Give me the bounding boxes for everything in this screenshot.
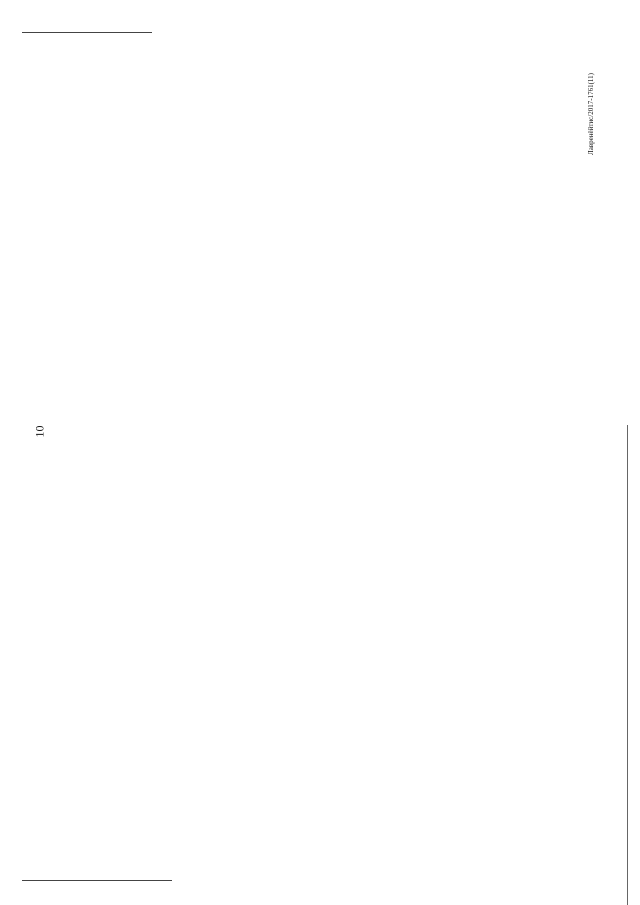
page-number: 10 xyxy=(32,425,47,438)
scan-edge-line xyxy=(627,425,628,905)
top-rule xyxy=(22,32,152,33)
bottom-rule xyxy=(22,880,172,881)
document-stamp: Лавренёйтис/2017-1761(11) xyxy=(586,73,595,155)
